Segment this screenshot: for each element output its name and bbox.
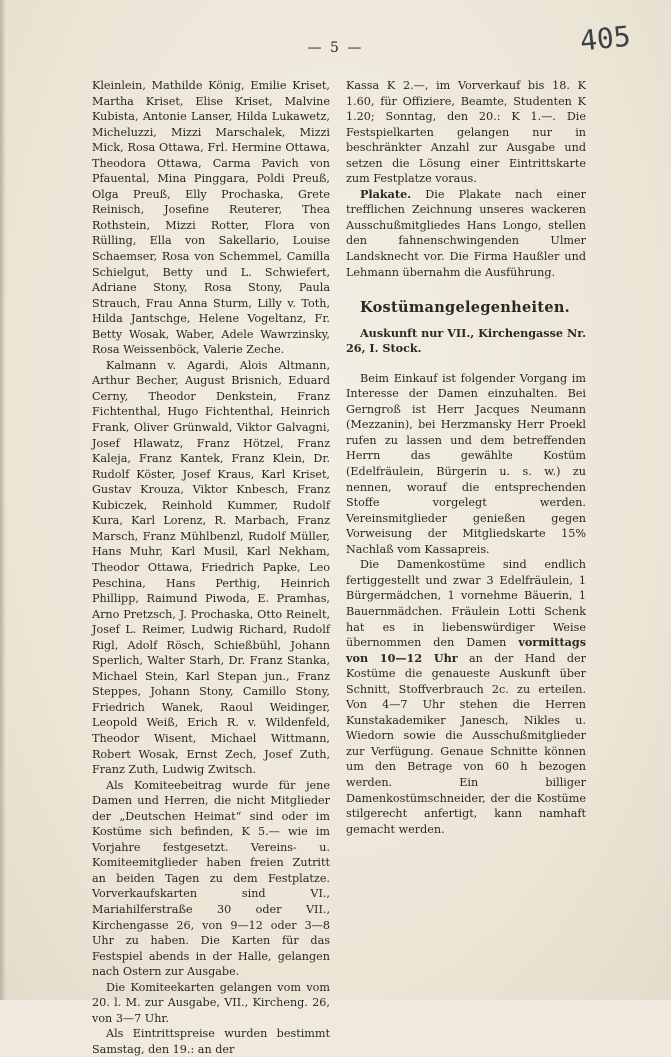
plakate-label: Plakate. [360,186,412,201]
eintritt-paragraph: Als Eintrittspreise wurden bestimmt Samstag, den 19.: an der [92,1027,330,1056]
page-number: — 5 — [307,40,364,56]
damen-paragraph [346,557,586,837]
komiteekarten-paragraph: Die Komiteekarten gelangen vom vom 20. l. M. zur Ausgabe, VII., Kircheng. 26, von 3—7 Uhr. [92,980,330,1025]
spacer [346,357,586,371]
handwritten-folio-number: 405 [578,19,633,58]
right-column [346,78,586,837]
plakate-text: Die Plakate nach einer trefflichen Zeichnung unseres wackeren Ausschußmitgliedes Hans Longo, stellen den fahnenschwingenden Ulmer Landsknecht vor. Die Firma Haußler und Lehmann übernahm die Ausführung. [346,187,586,279]
einkauf-paragraph: Beim Einkauf ist folgender Vorgang im Interesse der Damen einzuhalten. Bei Gerngroß ist Herr Jacques Neumann (Mezzanin), bei Herzmansky Herr Proekl rufen zu lassen und dem betreffenden Herrn das gewählte Kostüm (Edelfräulein, Bürgerin u. s. w.) zu nennen, worauf die entsprechenden Stoffe vorgelegt werden. Vereinsmitglieder genießen gegen Vorweisung der Mitgliedskarte 15% Nachlaß vom Kassapreis. [346,371,586,556]
page-binding-edge [0,0,6,1000]
section-heading: Kostümangelegenheiten. [360,299,571,317]
damen-text-b: an der Hand der Kostüme die genaueste Auskunft über Schnitt, Stoffverbrauch 2c. zu erteilen. Von 4—7 Uhr stehen die Herren Kunstakademiker Janesch, Nikles u. Wiedorn sowie die Ausschußmitglieder zur Verfügung. Genaue Schnitte können um den Betrage von 60 h bezogen werden. Ein billiger Damenkostümschneider, der die Kostüme stilgerecht anfertigt, kann namhaft gemacht werden. [346,651,586,836]
damen-text-a: Die Damenkostüme sind endlich fertiggestellt und zwar 3 Edelfräulein, 1 Bürgermädchen, 1 vornehme Bäuerin, 1 Bauernmädchen. Fräulein Lotti Schenk hat es in liebenswürdiger Weise übernommen den Damen [346,558,586,650]
komitee-paragraph: Als Komiteebeitrag wurde für jene Damen und Herren, die nicht Mitglieder der „Deutschen Heimat“ sind oder im Kostüme sich befinden, K 5.— wie im Vorjahre festgesetzt. Vereins- u. Komiteemitglieder haben freien Zutritt an beiden Tagen zu dem Festplatze. Vorverkaufskarten sind VI., Mariahilferstraße 30 oder VII., Kirchengasse 26, von 9—12 oder 3—8 Uhr zu haben. Die Karten für das Festspiel abends in der Halle, gelangen nach Ostern zur Ausgabe. [92,778,330,979]
damen-bold-time: vormittags von 10—12 Uhr [346,635,586,665]
names-paragraph: Kleinlein, Mathilde König, Emilie Kriset, Martha Kriset, Elise Kriset, Malvine Kubista, Antonie Lanser, Hilda Lukawetz, Micheluzzi, Mizzi Marschalek, Mizzi Mick, Rosa Ottawa, Frl. Hermine Ottawa, Theodora Ottawa, Carma Pavich von Pfauental, Mina Pinggara, Poldi Preuß, Olga Preuß, Elly Prochaska, Grete Reinisch, Josefine Reuterer, Thea Rothstein, Mizzi Rotter, Flora von Rülling, Ella von Sakellario, Louise Schaemser, Rosa von Schemmel, Camilla Schielgut, Betty und L. Schwiefert, Adriane Stony, Rosa Stony, Paula Strauch, Frau Anna Sturm, Lilly v. Toth, Hilda Jantschge, Helene Vogeltanz, Fr. Betty Wosak, Waber, Adele Wawrzinsky, Rosa Weissenböck, Valerie Zeche. [92,79,330,357]
kassa-paragraph: Kassa K 2.—, im Vorverkauf bis 18. K 1.60, für Offiziere, Beamte, Studenten K 1.20; Sonntag, den 20.: K 1.—. Die Festspielkarten gelangen nur in beschränkter Anzahl zur Ausgabe und setzen die Lösung einer Eintrittskarte zum Festplatze voraus. [346,79,586,186]
left-column [92,78,330,1057]
men-paragraph: Kalmann v. Agardi, Alois Altmann, Arthur Becher, August Brisnich, Eduard Cerny, Theodor Denkstein, Franz Fichtenthal, Hugo Fichtenthal, Heinrich Frank, Oliver Grünwald, Viktor Galvagni, Josef Hlawatz, Franz Hötzel, Franz Kaleja, Franz Kantek, Franz Klein, Dr. Rudolf Köster, Josef Kraus, Karl Kriset, Gustav Krouza, Viktor Knbesch, Franz Kubiczek, Reinhold Kummer, Rudolf Kura, Karl Lorenz, R. Marbach, Franz Marsch, Franz Mühlbenzl, Rudolf Müller, Hans Muhr, Karl Musil, Karl Nekham, Theodor Ottawa, Friedrich Papke, Leo Peschina, Hans Perthig, Heinrich Phillipp, Raimund Piwoda, E. Pramhas, Arno Pretzsch, J. Prochaska, Otto Reinelt, Josef L. Reimer, Ludwig Richard, Rudolf Rigl, Adolf Rösch, Schießbühl, Johann Sperlich, Walter Starh, Dr. Franz Stanka, Michael Stein, Karl Stepan jun., Franz Steppes, Johann Stony, Camillo Stony, Friedrich Wanek, Raoul Weidinger, Leopold Weiß, Erich R. v. Wildenfeld, Theodor Wisent, Michael Wittmann, Robert Wosak, Ernst Zech, Josef Zuth, Franz Zuth, Ludwig Zwitsch. [92,358,330,777]
plakate-paragraph [346,187,586,280]
auskunft-line: Auskunft nur VII., Kirchengasse Nr. 26, I. Stock. [346,325,586,356]
